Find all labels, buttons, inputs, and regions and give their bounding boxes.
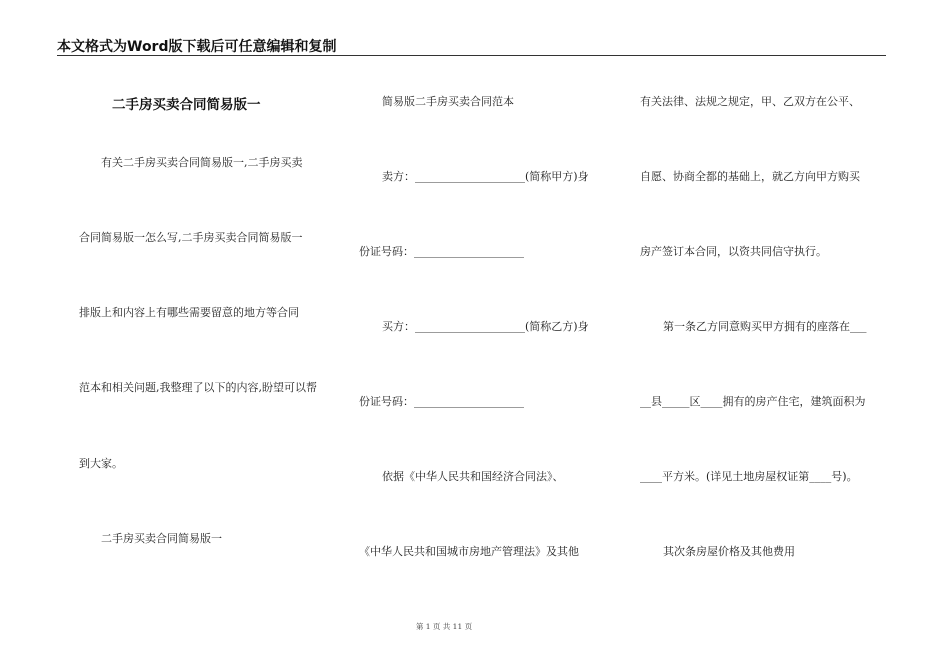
document-header-title: 本文格式为Word版下载后可任意编辑和复制 (57, 39, 337, 55)
right-column-line: 其次条房屋价格及其他费用 (663, 545, 795, 558)
page-number-footer: 第 1 页 共 11 页 (415, 622, 473, 631)
left-column-line: 有关二手房买卖合同简易版一,二手房买卖 (101, 156, 303, 169)
middle-column-line: 简易版二手房买卖合同范本 (382, 95, 514, 108)
middle-column-line: 卖方：____________________(简称甲方)身 (382, 170, 589, 183)
left-column-line: 二手房买卖合同简易版一 (101, 532, 222, 545)
left-column-line: 范本和相关问题,我整理了以下的内容,盼望可以帮 (79, 381, 317, 394)
left-column-line: 到大家。 (79, 457, 123, 470)
document-title: 二手房买卖合同简易版一 (112, 97, 261, 113)
right-column-line: __县_____区____拥有的房产住宅，建筑面积为 (640, 395, 866, 408)
middle-column-line: 份证号码：____________________ (359, 395, 524, 408)
right-column-line: 第一条乙方同意购买甲方拥有的座落在___ (663, 320, 867, 333)
middle-column-line: 买方：____________________(简称乙方)身 (382, 320, 589, 333)
right-column-line: ____平方米。(详见土地房屋权证第____号)。 (640, 470, 858, 483)
left-column-line: 排版上和内容上有哪些需要留意的地方等合同 (79, 306, 299, 319)
left-column-line: 合同简易版一怎么写,二手房买卖合同简易版一 (79, 231, 303, 244)
right-column-line: 自愿、协商全都的基础上，就乙方向甲方购买 (640, 170, 860, 183)
right-column-line: 有关法律、法规之规定，甲、乙双方在公平、 (640, 95, 860, 108)
middle-column-line: 份证号码：____________________ (359, 245, 524, 258)
middle-column-line: 依据《中华人民共和国经济合同法》、 (382, 470, 564, 483)
right-column-line: 房产签订本合同，以资共同信守执行。 (640, 245, 827, 258)
middle-column-line: 《中华人民共和国城市房地产管理法》及其他 (359, 545, 579, 558)
header-divider (57, 55, 886, 56)
